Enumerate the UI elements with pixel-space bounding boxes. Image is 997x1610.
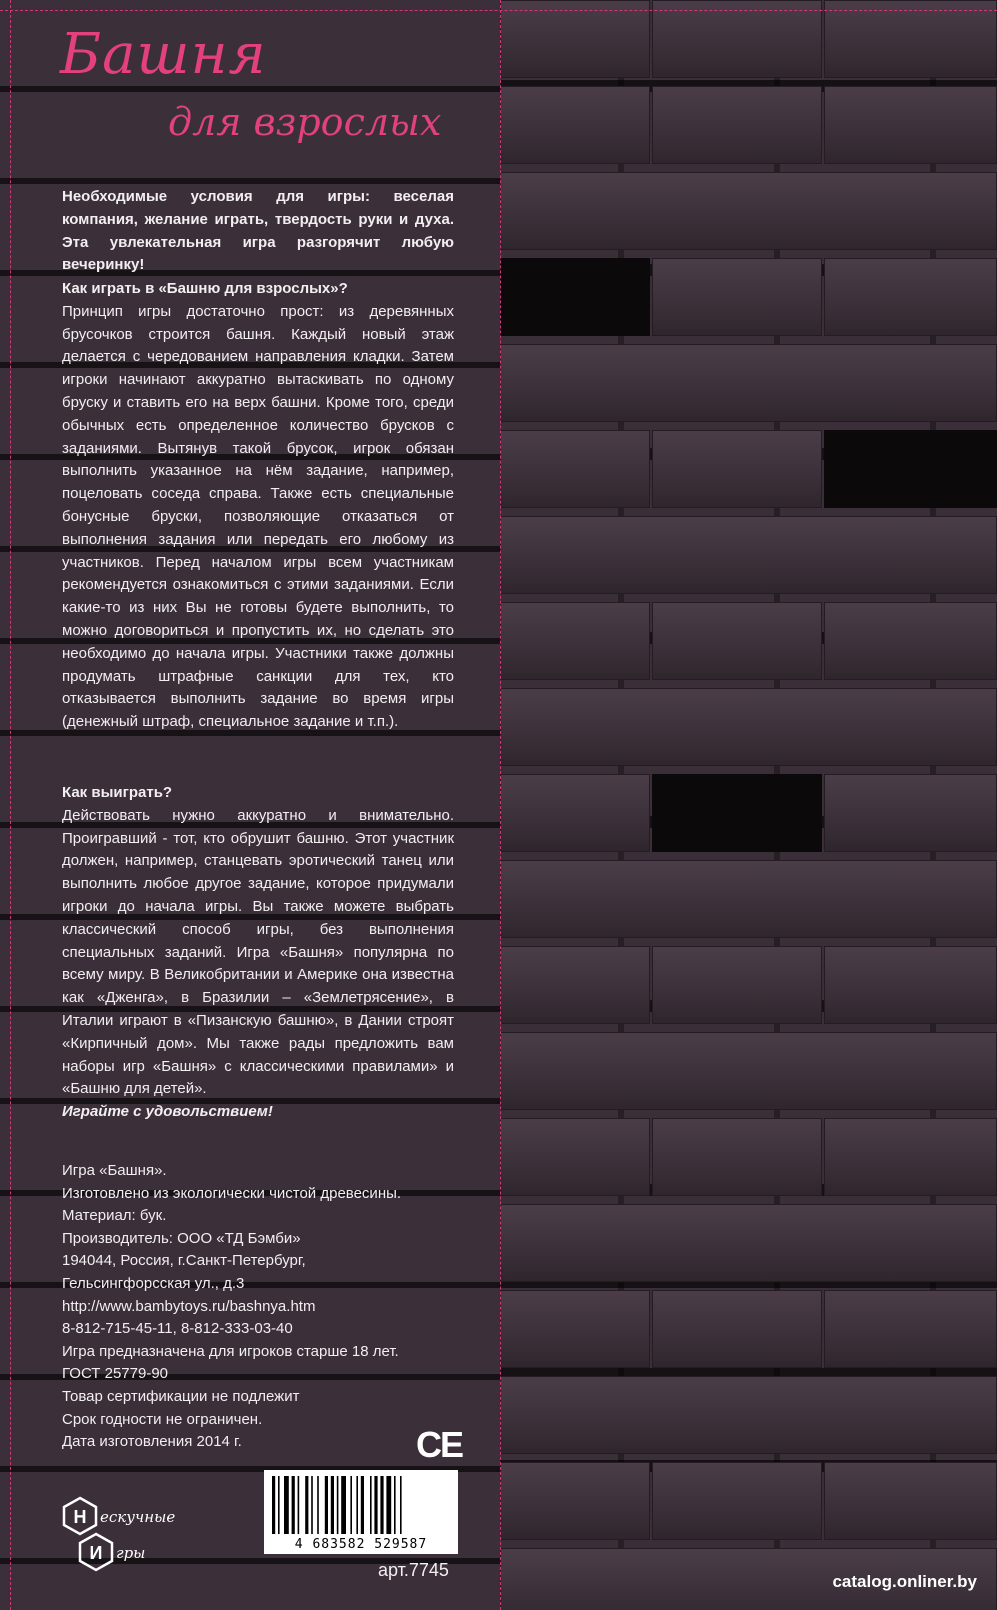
how-to-play-heading: Как играть в «Башню для взрослых»? xyxy=(62,280,348,297)
info-line: 8-812-715-45-11, 8-812-333-03-40 xyxy=(62,1320,293,1338)
how-to-win-body: Действовать нужно аккуратно и внимательно. Проигравший - тот, кто обрушит башню. Этот участник должен, например, станцевать эротический танец или выполнить любое другое задание, которое придумали игроки до начала игры. Вы также можете выбрать классический способ игры, без выполнения специальных заданий. Игра «Башня» популярна по всему миру. В Великобритании и Америке она известна как «Дженга», в Бразилии – «Землетрясение», в Италии играют в «Пизанскую башню», в Дании строят «Кирпичный дом». Мы также рады предложить вам наборы игр «Башня» с классическими правилами» и «Башню для детей». xyxy=(62,806,454,1098)
info-line: Материал: бук. xyxy=(62,1207,167,1225)
product-subtitle: для взрослых xyxy=(168,100,442,144)
barcode-bar xyxy=(284,1476,289,1534)
barcode-bar xyxy=(350,1476,352,1534)
barcode-bar xyxy=(341,1476,346,1534)
barcode-bar xyxy=(331,1476,334,1534)
info-line: http://www.bambytoys.ru/bashnya.htm xyxy=(62,1297,316,1315)
how-to-win-heading: Как выиграть? xyxy=(62,784,173,801)
cut-line-top xyxy=(0,10,997,11)
barcode-bar xyxy=(311,1476,313,1534)
product-info xyxy=(62,1160,482,1454)
cut-line-fold xyxy=(500,0,501,1610)
barcode xyxy=(264,1470,458,1554)
info-line: ГОСТ 25779-90 xyxy=(62,1365,169,1383)
watermark-site: catalog.onliner.by xyxy=(832,1572,977,1591)
barcode-bar xyxy=(380,1476,383,1534)
logo-letter-2: И xyxy=(89,1543,103,1563)
barcode-bar xyxy=(317,1476,319,1534)
barcode-bar xyxy=(361,1476,364,1534)
info-line: Гельсингфорсская ул., д.3 xyxy=(62,1274,245,1292)
product-title: Башня xyxy=(60,22,267,87)
barcode-bar xyxy=(370,1476,372,1534)
info-line: Срок годности не ограничен. xyxy=(62,1410,263,1428)
barcode-bar xyxy=(374,1476,377,1534)
wood-blocks-background xyxy=(500,0,997,1610)
info-line: Игра «Башня». xyxy=(62,1162,167,1179)
info-line: Дата изготовления 2014 г. xyxy=(62,1433,242,1451)
closing-text: Играйте с удовольствием! xyxy=(62,1103,273,1121)
barcode-bars xyxy=(272,1476,450,1534)
barcode-bar xyxy=(278,1476,280,1534)
neskuchnye-igry-logo xyxy=(62,1494,212,1574)
barcode-number: 4 683582 529587 xyxy=(294,1537,428,1552)
logo-word-2: гры xyxy=(116,1544,146,1562)
barcode-bar xyxy=(386,1476,391,1534)
barcode-bar xyxy=(298,1476,300,1534)
barcode-bar xyxy=(325,1476,328,1534)
logo-letter-1: Н xyxy=(73,1507,87,1527)
article-number: арт.7745 xyxy=(378,1560,449,1580)
info-line: Игра предназначена для игроков старше 18 лет. xyxy=(62,1342,399,1360)
barcode-bar xyxy=(272,1476,275,1534)
intro-text: Необходимые условия для игры: веселая компания, желание играть, твердость руки и духа. Эта увлекательная игра разгорячит любую вечеринку! xyxy=(62,188,454,274)
info-line: 194044, Россия, г.Санкт-Петербург, xyxy=(62,1252,306,1270)
info-line: Изготовлено из экологически чистой древесины. xyxy=(62,1184,402,1202)
how-to-play-section xyxy=(62,278,454,734)
barcode-bar xyxy=(394,1476,396,1534)
how-to-play-body: Принцип игры достаточно прост: из деревянных брусочков строится башня. Каждый новый этаж делается с чередованием направления кладки. Затем игроки начинают аккуратно вытаскивать по одному бруску и ставить его на верх башни. Кроме того, среди обычных есть определенное количество брусков с заданиями. Вытянув такой брусок, игрок обязан выполнить указанное на нём задание, например, поцеловать соседа справа. Также есть специальные бонусные бруски, позволяющие отказаться от выполнения задания или передать его любому из участников. Перед началом игры всем участникам рекомендуется ознакомиться с этими заданиями. Если какие-то из них Вы не готовы будете выполнить, то можно договориться и пропустить их, но сделать это необходимо до начала игры. Участники также должны продумать штрафные санкции для тех, кто отказывается выполнить задание во время игры (денежный штраф, специальное задание и т.п.). xyxy=(62,302,454,731)
barcode-bar xyxy=(305,1476,308,1534)
logo-word-1: ескучные xyxy=(100,1508,176,1526)
barcode-bar xyxy=(337,1476,339,1534)
how-to-win-section xyxy=(62,782,454,1124)
barcode-bar xyxy=(400,1476,402,1534)
cut-line-left xyxy=(10,0,11,1610)
info-line: Товар сертификации не подлежит xyxy=(62,1387,300,1405)
info-line: Производитель: ООО «ТД Бэмби» xyxy=(62,1229,301,1247)
barcode-bar xyxy=(356,1476,358,1534)
barcode-bar xyxy=(292,1476,295,1534)
ce-mark-icon: CE xyxy=(416,1424,463,1465)
